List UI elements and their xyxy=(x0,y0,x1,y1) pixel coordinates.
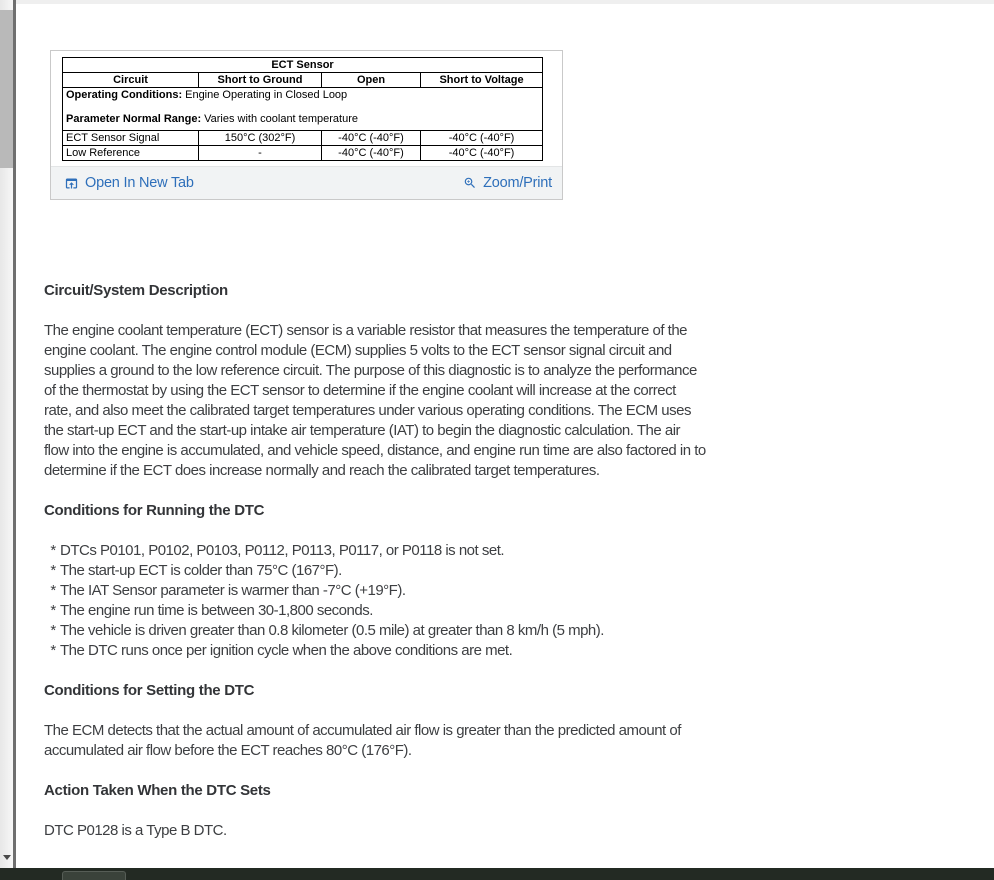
scrollbar-down-button[interactable] xyxy=(0,848,13,866)
bullet-marker: * xyxy=(50,542,56,559)
media-panel xyxy=(50,50,563,200)
zoom-in-icon xyxy=(463,176,477,190)
list-item xyxy=(44,641,734,661)
table-cell-open: -40°C (-40°F) xyxy=(322,146,421,161)
col-header-short-to-ground: Short to Ground xyxy=(199,73,322,88)
section-heading-conditions-for-setting: Conditions for Setting the DTC xyxy=(44,682,255,699)
list-item xyxy=(44,621,734,641)
open-in-new-tab-link[interactable] xyxy=(64,175,194,191)
list-item-text: The vehicle is driven greater than 0.8 kilometer (0.5 mile) at greater than 8 km/h (5 mph). xyxy=(60,622,604,639)
circuit-system-description-paragraph: The engine coolant temperature (ECT) sensor is a variable resistor that measures the temperature of the engine coolant. The engine control module (ECM) supplies 5 volts to the ECT sensor signal circuit and supplies a ground to the low reference circuit. The purpose of this diagnostic is to analyze the performance of the thermostat by using the ECT sensor to determine if the engine coolant will increase at the correct rate, and also meet the calibrated target temperatures under various operating conditions. The ECM uses the start-up ECT and the start-up intake air temperature (IAT) to begin the diagnostic calculation. The air flow into the engine is accumulated, and vehicle speed, distance, and engine run time are also factored in to determine if the ECT does increase normally and reach the calibrated target temperatures. xyxy=(44,322,706,479)
open-in-new-tab-label: Open In New Tab xyxy=(85,175,194,191)
table-cell-open: -40°C (-40°F) xyxy=(322,131,421,146)
list-item-text: The engine run time is between 30-1,800 seconds. xyxy=(60,602,373,619)
bullet-marker: * xyxy=(50,622,56,639)
zoom-print-label: Zoom/Print xyxy=(483,175,552,191)
table-cell-short-to-ground: - xyxy=(199,146,322,161)
list-item xyxy=(44,601,734,621)
table-cell-circuit: Low Reference xyxy=(63,146,199,161)
panel-actions-bar xyxy=(51,166,562,199)
list-item xyxy=(44,581,734,601)
list-item-text: DTCs P0101, P0102, P0103, P0112, P0113, P0117, or P0118 is not set. xyxy=(60,542,505,559)
table-cell-short-to-ground: 150°C (302°F) xyxy=(199,131,322,146)
table-title: ECT Sensor xyxy=(63,58,543,73)
taskbar xyxy=(0,868,994,880)
col-header-circuit: Circuit xyxy=(63,73,199,88)
list-item-text: The IAT Sensor parameter is warmer than -7°C (+19°F). xyxy=(60,582,406,599)
section-heading-circuit-system-description: Circuit/System Description xyxy=(44,282,228,299)
ect-sensor-table xyxy=(62,57,543,161)
operating-conditions-value: Engine Operating in Closed Loop xyxy=(185,89,348,101)
down-arrow-icon xyxy=(3,855,11,860)
action-taken-paragraph: DTC P0128 is a Type B DTC. xyxy=(44,822,227,839)
conditions-for-running-list xyxy=(44,541,734,661)
top-strip xyxy=(16,0,994,4)
conditions-for-setting-paragraph: The ECM detects that the actual amount of accumulated air flow is greater than the predicted amount of accumulated air flow before the ECT reaches 80°C (176°F). xyxy=(44,722,681,759)
open-in-new-tab-icon xyxy=(64,176,79,191)
table-row xyxy=(63,146,543,161)
section-heading-action-taken: Action Taken When the DTC Sets xyxy=(44,782,271,799)
table-cell-short-to-voltage: -40°C (-40°F) xyxy=(421,131,543,146)
table-cell-short-to-voltage: -40°C (-40°F) xyxy=(421,146,543,161)
table-cell-circuit: ECT Sensor Signal xyxy=(63,131,199,146)
frame-divider[interactable] xyxy=(13,0,16,868)
bullet-marker: * xyxy=(50,562,56,579)
spacer xyxy=(66,101,539,113)
bullet-marker: * xyxy=(50,602,56,619)
operating-conditions-line xyxy=(66,89,539,101)
scrollbar-thumb[interactable] xyxy=(0,10,13,168)
list-item xyxy=(44,561,734,581)
parameter-normal-range-line xyxy=(66,113,539,125)
vertical-scrollbar[interactable] xyxy=(0,0,13,868)
operating-conditions-label: Operating Conditions: xyxy=(66,89,183,101)
list-item-text: The DTC runs once per ignition cycle when the above conditions are met. xyxy=(60,642,513,659)
list-item xyxy=(44,541,734,561)
zoom-print-link[interactable] xyxy=(463,175,552,191)
col-header-open: Open xyxy=(322,73,421,88)
table-wrap xyxy=(51,51,562,166)
document-content-frame xyxy=(16,0,994,868)
document-sections xyxy=(44,281,734,841)
parameter-normal-range-label: Parameter Normal Range: xyxy=(66,113,202,125)
section-heading-conditions-for-running: Conditions for Running the DTC xyxy=(44,502,265,519)
col-header-short-to-voltage: Short to Voltage xyxy=(421,73,543,88)
list-item-text: The start-up ECT is colder than 75°C (167°F). xyxy=(60,562,342,579)
operating-conditions-cell xyxy=(63,88,543,131)
parameter-normal-range-value: Varies with coolant temperature xyxy=(204,113,358,125)
taskbar-button[interactable] xyxy=(62,871,126,880)
bullet-marker: * xyxy=(50,582,56,599)
bullet-marker: * xyxy=(50,642,56,659)
table-row xyxy=(63,131,543,146)
